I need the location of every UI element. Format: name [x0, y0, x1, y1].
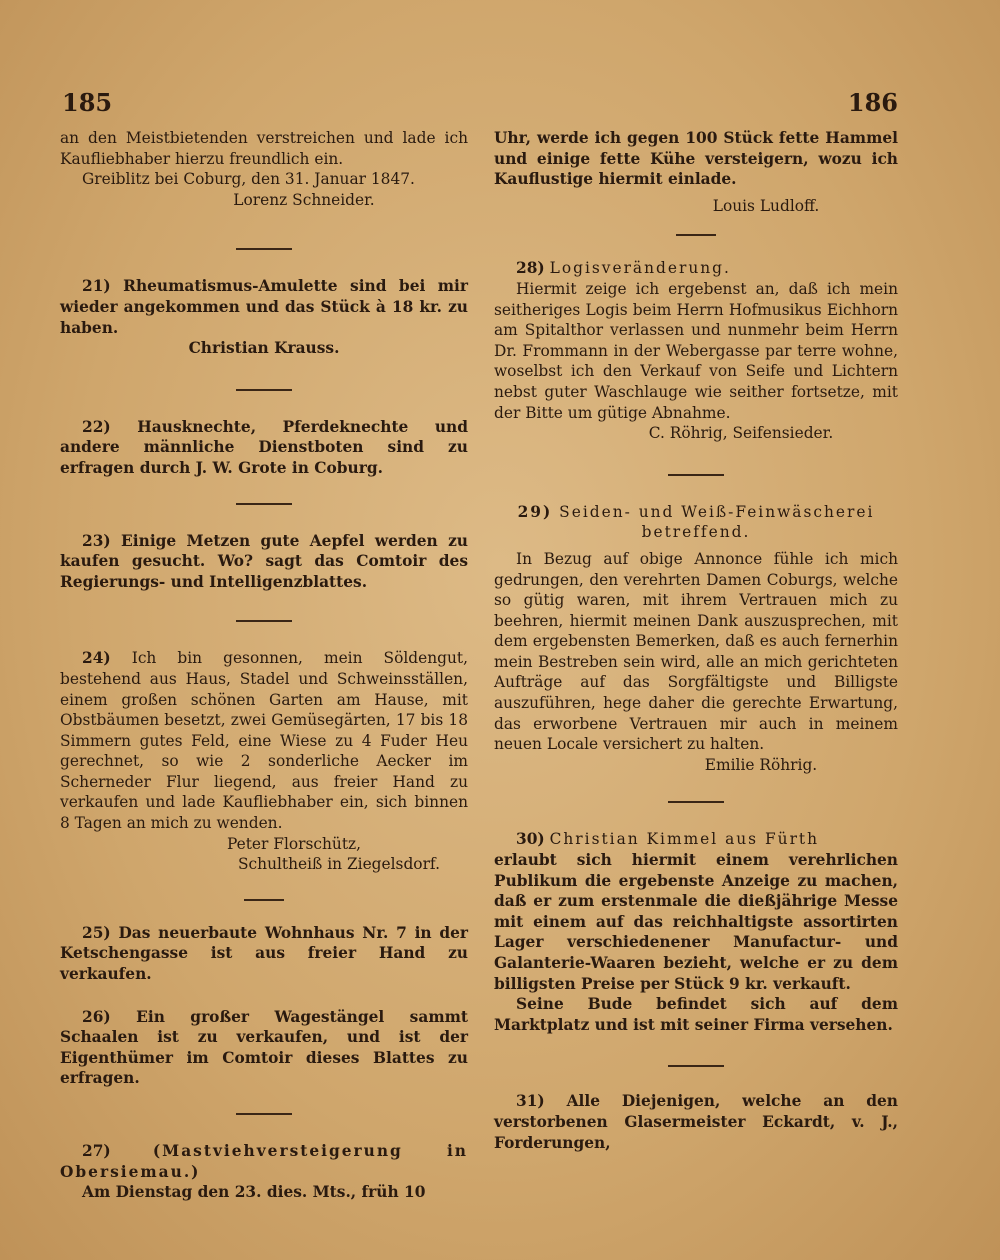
notice-text: Alle Diejenigen, welche an den verstorbenen Glasermeister Eckardt, v. J., Forderungen, — [494, 1092, 899, 1152]
notice-20-continuation — [60, 128, 468, 210]
notice-number: 30) — [516, 830, 545, 849]
notice-text: Uhr, werde ich gegen 100 Stück fette Hammel und einige fette Kühe versteigern, wozu ich Kauflustige hiermit einlade. — [494, 129, 898, 189]
notice-heading: Christian Kimmel aus Fürth — [549, 830, 820, 849]
divider — [236, 389, 292, 391]
divider — [244, 899, 284, 901]
notice-text: Das neuerbaute Wohnhaus Nr. 7 in der Ketschengasse ist aus freier Hand zu verkaufen. — [60, 923, 469, 984]
notice-30 — [494, 829, 898, 1035]
notice-signature: Peter Florschütz, — [226, 834, 362, 853]
divider — [236, 248, 292, 250]
notice-heading: (Mastviehversteigerung in Obersiemau.) — [60, 1142, 469, 1181]
notice-signature: Emilie Röhrig. — [704, 755, 818, 774]
notice-23 — [60, 531, 468, 593]
notice-signature-title: Schultheiß in Ziegelsdorf. — [238, 855, 440, 874]
notice-27-continuation — [494, 128, 898, 216]
notice-text: Hiermit zeige ich ergebenst an, daß ich mein seitheriges Logis beim Herrn Hofmusikus Eichhorn am Spitalthor verlassen und nunmehr beim Herrn Dr. Frommann in der Webergasse par terre wohne, woselbst ich den Verkauf von Seife und Lichtern nebst guter Waschlauge wie seither fortsetze, mit der Bitte um gütige Abnahme. — [494, 279, 898, 422]
notice-number: 21) — [82, 277, 111, 296]
divider — [668, 801, 724, 803]
notice-place-date: Greiblitz bei Coburg, den 31. Januar 1847. — [82, 170, 415, 189]
notice-text: Ich bin gesonnen, mein Söldengut, bestehend aus Haus, Stadel und Schweinsställen, einem großen schönen Garten am Hause, mit Obstbäumen besetzt, zwei Gemüsegärten, 17 bis 18 Simmern gutes Feld, eine Wiese zu 4 Fuder Heu gerechnet, so wie 2 sonderliche Aecker im Scherneder Flur liegend, aus freier Hand zu verkaufen und lade Kaufliebhaber ein, sich binnen 8 Tagen an mich zu wenden. — [60, 649, 468, 833]
notice-text: In Bezug auf obige Annonce fühle ich mich gedrungen, den verehrten Damen Coburgs, welche so gütig waren, mit ihrem Vertrauen mich zu beehren, hiermit meinen Dank auszusprechen, mit dem ergebensten Bemerken, daß es auch fernerhin mein Bestreben sein wird, alle an mich gerichteten Aufträge auf das Sorgfältigste und Billigste auszuführen, hege daher die gerechte Erwartung, das erworbene Vertrauen mir auch in meinem neuen Locale versichert zu halten. — [494, 549, 898, 754]
notice-number: 27) — [82, 1142, 111, 1160]
notice-text: erlaubt sich hiermit einem verehrlichen Publikum die ergebenste Anzeige zu machen, daß er zum erstenmale die dießjährige Messe mit einem auf das reichhaltigste assortirten Lager verschiedenener Manufactur- und Galanterie-Waaren bezieht, welche er zu dem billigsten Preise per Stück 9 kr. verkauft. — [494, 851, 898, 993]
notice-heading: Seiden- und Weiß-Feinwäscherei betreffend. — [559, 502, 875, 542]
notice-text: Ein großer Wagestängel sammt Schaalen ist zu verkaufen, und ist der Eigenthümer im Comtoir dieses Blattes zu erfragen. — [60, 1007, 468, 1088]
notice-signature: Louis Ludloff. — [712, 196, 820, 215]
notice-27 — [60, 1141, 468, 1203]
page-number-right: 186 — [847, 88, 898, 117]
notice-number: 26) — [82, 1007, 111, 1026]
notice-number: 25) — [82, 923, 111, 942]
notice-text: Am Dienstag den 23. dies. Mts., früh 10 — [82, 1183, 426, 1202]
divider — [668, 1065, 724, 1067]
notice-25 — [60, 923, 468, 985]
notice-signature: Christian Krauss. — [188, 339, 340, 358]
notice-text-2: Seine Bude befindet sich auf dem Marktplatz und ist mit seiner Firma versehen. — [494, 995, 898, 1034]
notice-22 — [60, 417, 468, 479]
divider — [236, 503, 292, 505]
notice-29 — [494, 502, 898, 776]
notice-number: 23) — [82, 531, 111, 550]
divider — [668, 474, 724, 476]
notice-number: 28) — [516, 259, 545, 278]
notice-31 — [494, 1091, 898, 1153]
left-column — [60, 128, 468, 1203]
notice-28 — [494, 258, 898, 443]
notice-text: Hausknechte, Pferdeknechte und andere männliche Dienstboten sind zu erfragen durch J. W. Grote in Coburg. — [60, 417, 469, 477]
notice-heading: Logisveränderung. — [549, 259, 731, 278]
notice-text: Einige Metzen gute Aepfel werden zu kaufen gesucht. Wo? sagt das Comtoir des Regierungs- und Intelligenzblattes. — [60, 531, 469, 591]
notice-text: Rheumatismus-Amulette sind bei mir wieder angekommen und das Stück à 18 kr. zu haben. — [60, 277, 469, 337]
notice-number: 29) — [517, 502, 553, 521]
notice-24 — [60, 648, 468, 875]
notice-number: 22) — [82, 417, 111, 436]
page-number-left: 185 — [62, 88, 113, 117]
divider — [236, 620, 292, 622]
right-column — [494, 128, 898, 1153]
notice-signature: Lorenz Schneider. — [233, 190, 375, 209]
divider — [676, 234, 716, 236]
notice-number: 24) — [82, 649, 111, 668]
notice-number: 31) — [516, 1092, 545, 1111]
divider — [236, 1113, 292, 1115]
notice-21 — [60, 276, 468, 358]
notice-signature: C. Röhrig, Seifensieder. — [648, 424, 834, 443]
notice-26 — [60, 1007, 468, 1089]
notice-text: an den Meistbietenden verstreichen und lade ich Kaufliebhaber hierzu freundlich ein. — [60, 129, 468, 168]
